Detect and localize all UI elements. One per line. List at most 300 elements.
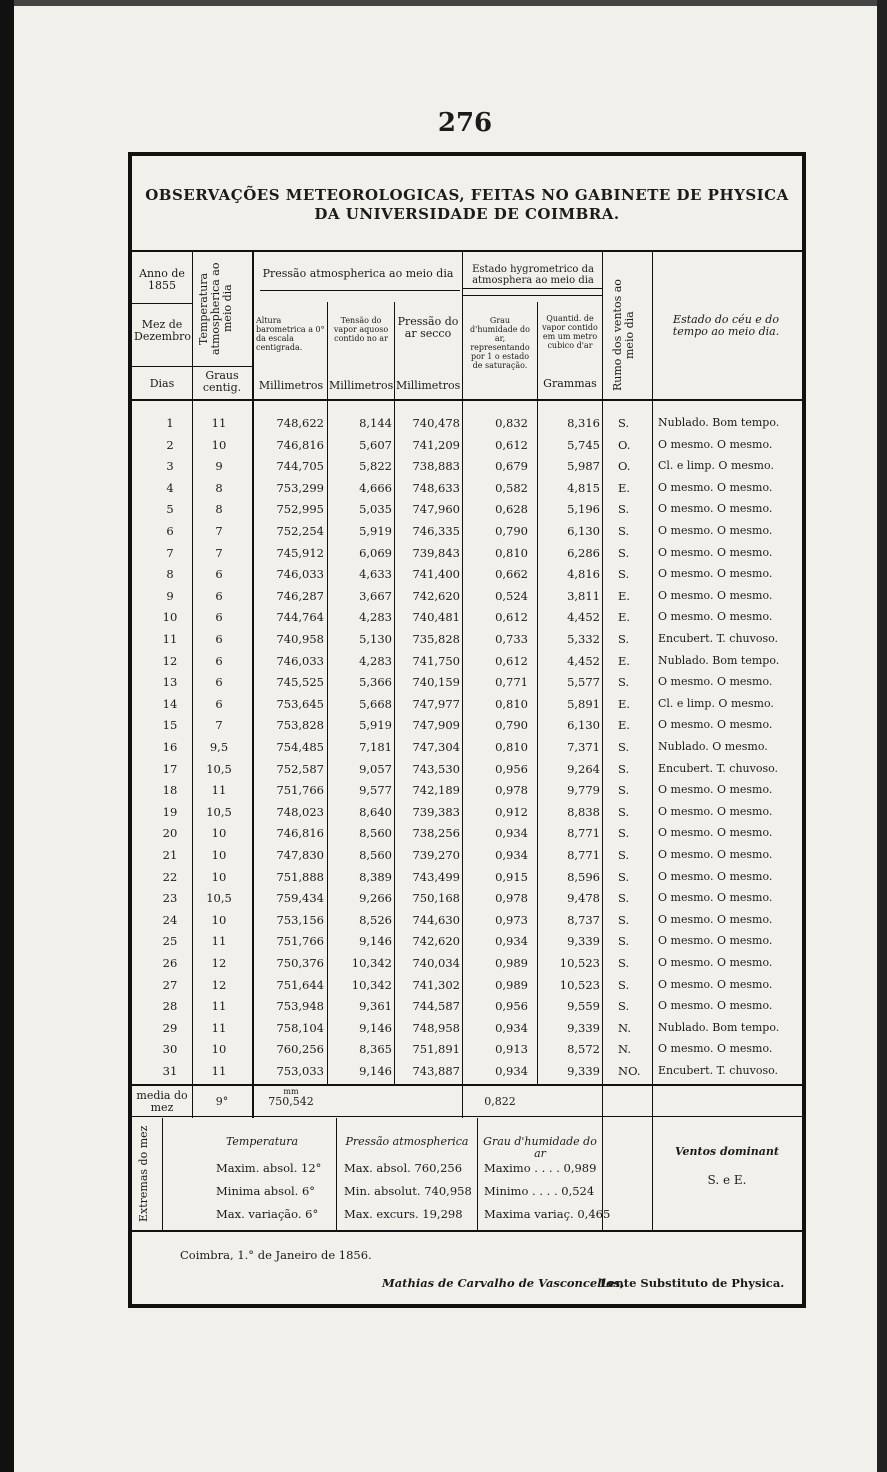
cell-gra: 0,915 <box>495 869 528 884</box>
cell-qua: 3,811 <box>567 588 600 603</box>
cell-qua: 9,339 <box>567 1064 600 1078</box>
cell-day: 26 <box>162 956 178 970</box>
cell-pre: 747,977 <box>412 696 460 711</box>
cell-alt: 750,376 <box>276 956 324 970</box>
cell-pre: 740,481 <box>412 610 460 625</box>
cell-alt: 754,485 <box>276 740 324 754</box>
cell-temp: 10,5 <box>206 891 232 906</box>
cell-ten: 8,144 <box>359 416 392 430</box>
cell-day: 25 <box>162 934 178 949</box>
extremas-t-var: Max. variação. 6° <box>216 1207 319 1221</box>
cell-wind: S. <box>618 804 630 819</box>
title-line-1: OBSERVAÇÕES METEOROLOGICAS, FEITAS NO GABINETE DE PHYSICA <box>145 186 789 204</box>
table-row <box>132 628 802 650</box>
extremas-h-max: Maximo . . . . 0,989 <box>484 1161 597 1175</box>
header-altura: Altura barometrica a 0° da escala centigrada. <box>256 316 325 352</box>
cell-wind: E. <box>618 718 631 733</box>
cell-qua: 9,478 <box>567 891 600 906</box>
header-estado-hygro: Estado hygrometrico da atmosphera ao meio dia <box>472 264 594 286</box>
cell-temp: 12 <box>211 956 227 970</box>
cell-sky: O mesmo. O mesmo. <box>658 999 773 1013</box>
cell-temp: 11 <box>211 1020 227 1035</box>
cell-pre: 739,383 <box>412 804 460 819</box>
scan-edge-right <box>877 0 887 1472</box>
cell-wind: S. <box>618 912 630 927</box>
cell-temp: 9 <box>215 459 223 474</box>
cell-alt: 746,816 <box>276 437 324 452</box>
header-anno: Anno de 1855 <box>139 267 185 292</box>
cell-qua: 6,286 <box>567 545 600 560</box>
cell-temp: 10 <box>211 437 227 452</box>
cell-ten: 10,342 <box>351 977 392 992</box>
table-row <box>132 1060 802 1082</box>
header-graus: Graus centig. <box>202 369 242 394</box>
cell-day: 1 <box>166 416 174 430</box>
cell-temp: 11 <box>211 416 227 430</box>
cell-temp: 10,5 <box>206 804 232 819</box>
cell-qua: 8,316 <box>567 416 600 430</box>
cell-day: 12 <box>162 653 178 668</box>
cell-alt: 751,766 <box>276 934 324 949</box>
footer-place-date: Coimbra, 1.° de Janeiro de 1856. <box>180 1248 372 1262</box>
cell-sky: O mesmo. O mesmo. <box>658 977 773 991</box>
cell-sky: O mesmo. O mesmo. <box>658 480 773 494</box>
cell-wind: O. <box>618 437 631 452</box>
cell-qua: 6,130 <box>567 718 600 733</box>
cell-alt: 748,622 <box>276 416 324 430</box>
rule-anno <box>132 303 192 304</box>
cell-alt: 753,156 <box>276 912 324 927</box>
cell-sky: O mesmo. O mesmo. <box>658 588 773 602</box>
cell-wind: S. <box>618 740 630 754</box>
cell-wind: S. <box>618 632 630 646</box>
cell-qua: 4,452 <box>567 653 600 668</box>
cell-temp: 7 <box>215 545 223 560</box>
cell-pre: 742,189 <box>412 783 460 798</box>
cell-sky: Nublado. Bom tempo. <box>658 416 780 429</box>
cell-day: 5 <box>166 502 174 517</box>
cell-day: 31 <box>162 1064 178 1078</box>
cell-temp: 10 <box>211 848 227 862</box>
cell-pre: 740,159 <box>412 675 460 690</box>
cell-gra: 0,679 <box>495 459 528 474</box>
table-row <box>132 693 802 715</box>
cell-qua: 4,815 <box>567 480 600 495</box>
cell-ten: 5,035 <box>359 502 392 517</box>
extremas-label: Extremas do mez <box>137 1125 150 1223</box>
cell-alt: 752,587 <box>276 761 324 776</box>
cell-sky: O mesmo. O mesmo. <box>658 675 773 689</box>
cell-temp: 9,5 <box>209 740 229 754</box>
cell-ten: 8,560 <box>359 826 392 841</box>
cell-ten: 5,919 <box>359 524 392 538</box>
cell-temp: 11 <box>211 1064 227 1078</box>
cell-qua: 8,838 <box>567 804 600 819</box>
cell-wind: S. <box>618 545 630 560</box>
cell-alt: 753,948 <box>276 999 324 1014</box>
header-tensao: Tensão do vapor aquoso contido no ar <box>333 316 389 343</box>
vrule-ext <box>162 1118 163 1230</box>
cell-qua: 9,264 <box>567 761 600 776</box>
cell-qua: 5,745 <box>567 437 600 452</box>
cell-wind: S. <box>618 524 630 538</box>
cell-gra: 0,934 <box>495 1064 528 1078</box>
header-millimetros-2: Millimetros <box>329 379 394 392</box>
cell-day: 6 <box>166 524 174 538</box>
table-row <box>132 585 802 607</box>
table-row <box>132 1017 802 1039</box>
cell-sky: O mesmo. O mesmo. <box>658 1042 773 1056</box>
cell-wind: E. <box>618 610 631 625</box>
cell-wind: S. <box>618 416 630 430</box>
cell-wind: S. <box>618 783 630 798</box>
cell-pre: 751,891 <box>412 1042 460 1057</box>
cell-gra: 0,628 <box>495 502 528 517</box>
cell-ten: 8,526 <box>359 912 392 927</box>
cell-ten: 6,069 <box>359 545 392 560</box>
cell-qua: 5,332 <box>567 632 600 646</box>
cell-gra: 0,790 <box>495 524 528 538</box>
cell-sky: Nublado. Bom tempo. <box>658 653 780 667</box>
cell-temp: 10,5 <box>206 761 232 776</box>
header-millimetros-1: Millimetros <box>258 379 324 392</box>
cell-ten: 5,919 <box>359 718 392 733</box>
cell-gra: 0,989 <box>495 977 528 992</box>
cell-ten: 10,342 <box>351 956 392 970</box>
vrule-ext-3 <box>477 1118 478 1230</box>
cell-alt: 760,256 <box>276 1042 324 1057</box>
cell-alt: 744,705 <box>276 459 324 474</box>
cell-pre: 741,400 <box>412 567 460 582</box>
cell-wind: S. <box>618 675 630 690</box>
cell-pre: 744,630 <box>412 912 460 927</box>
cell-pre: 747,304 <box>412 740 460 754</box>
cell-gra: 0,832 <box>495 416 528 430</box>
cell-pre: 743,499 <box>412 869 460 884</box>
scan-edge-left <box>0 0 14 1472</box>
cell-day: 10 <box>162 610 178 625</box>
cell-sky: O mesmo. O mesmo. <box>658 545 773 559</box>
cell-temp: 7 <box>215 524 223 538</box>
cell-sky: O mesmo. O mesmo. <box>658 804 773 818</box>
cell-ten: 8,389 <box>359 869 392 884</box>
cell-alt: 751,644 <box>276 977 324 992</box>
cell-gra: 0,978 <box>495 783 528 798</box>
cell-ten: 5,130 <box>359 632 392 646</box>
cell-gra: 0,934 <box>495 934 528 949</box>
cell-sky: O mesmo. O mesmo. <box>658 934 773 948</box>
table-row <box>132 1038 802 1060</box>
cell-wind: N. <box>618 1042 631 1057</box>
cell-alt: 746,287 <box>276 588 324 603</box>
rule-hygro <box>462 288 602 289</box>
cell-qua: 8,771 <box>567 826 600 841</box>
table-row <box>132 758 802 780</box>
cell-gra: 0,913 <box>495 1042 528 1057</box>
cell-day: 17 <box>162 761 178 776</box>
cell-day: 4 <box>166 480 174 495</box>
cell-temp: 10 <box>211 826 227 841</box>
cell-sky: O mesmo. O mesmo. <box>658 437 773 451</box>
cell-pre: 748,958 <box>412 1020 460 1035</box>
cell-temp: 11 <box>211 999 227 1014</box>
cell-qua: 9,339 <box>567 934 600 949</box>
media-temp: 9° <box>215 1095 229 1108</box>
cell-day: 27 <box>162 977 178 992</box>
footer-author: Mathias de Carvalho de Vasconcellos, <box>382 1276 625 1290</box>
header-estado-ceu: Estado do céu e do tempo ao meio dia. <box>672 313 780 338</box>
media-gra: 0,822 <box>484 1095 516 1108</box>
cell-alt: 758,104 <box>276 1020 324 1035</box>
cell-gra: 0,810 <box>495 545 528 560</box>
cell-qua: 5,577 <box>567 675 600 690</box>
cell-alt: 751,888 <box>276 869 324 884</box>
cell-temp: 6 <box>215 675 223 690</box>
cell-sky: Cl. e limp. O mesmo. <box>658 696 774 710</box>
cell-pre: 740,034 <box>412 956 460 970</box>
cell-gra: 0,956 <box>495 999 528 1014</box>
cell-qua: 4,816 <box>567 567 600 582</box>
cell-day: 14 <box>162 696 178 711</box>
cell-day: 29 <box>162 1020 178 1035</box>
cell-temp: 6 <box>215 588 223 603</box>
cell-alt: 746,033 <box>276 653 324 668</box>
cell-pre: 743,887 <box>412 1064 460 1078</box>
cell-ten: 7,181 <box>359 740 392 754</box>
cell-qua: 5,987 <box>567 459 600 474</box>
header-rumo: Rumo dos ventos ao meio dia <box>611 279 636 391</box>
cell-day: 15 <box>162 718 178 733</box>
cell-alt: 753,645 <box>276 696 324 711</box>
cell-gra: 0,524 <box>495 588 528 603</box>
cell-wind: S. <box>618 502 630 517</box>
cell-sky: Encubert. T. chuvoso. <box>658 761 779 775</box>
header-quantidade: Quantid. de vapor contido em um metro cubico d'ar <box>542 314 598 350</box>
table-row <box>132 822 802 844</box>
cell-wind: S. <box>618 826 630 841</box>
cell-sky: O mesmo. O mesmo. <box>658 567 773 581</box>
cell-alt: 751,766 <box>276 783 324 798</box>
table-row <box>132 887 802 909</box>
cell-wind: E. <box>618 653 631 668</box>
cell-temp: 10 <box>211 1042 227 1057</box>
cell-gra: 0,810 <box>495 740 528 754</box>
cell-alt: 753,033 <box>276 1064 324 1078</box>
cell-temp: 10 <box>211 869 227 884</box>
cell-ten: 9,266 <box>359 891 392 906</box>
cell-day: 7 <box>166 545 174 560</box>
cell-pre: 748,633 <box>412 480 460 495</box>
cell-alt: 745,912 <box>276 545 324 560</box>
header-grau-humidade: Grau d'humidade do ar, representando por 1 o estado de saturação. <box>470 316 530 370</box>
cell-ten: 3,667 <box>359 588 392 603</box>
cell-gra: 0,989 <box>495 956 528 970</box>
table-row <box>132 650 802 672</box>
cell-pre: 739,843 <box>412 545 460 560</box>
cell-temp: 8 <box>215 480 223 495</box>
cell-gra: 0,934 <box>495 826 528 841</box>
cell-qua: 4,452 <box>567 610 600 625</box>
table-row <box>132 779 802 801</box>
cell-qua: 8,771 <box>567 848 600 862</box>
table-row <box>132 736 802 758</box>
cell-day: 8 <box>166 567 174 582</box>
cell-gra: 0,733 <box>495 632 528 646</box>
extremas-p-var: Max. excurs. 19,298 <box>344 1207 463 1221</box>
cell-ten: 4,666 <box>359 480 392 495</box>
cell-ten: 8,560 <box>359 848 392 862</box>
cell-pre: 741,209 <box>412 437 460 452</box>
cell-sky: O mesmo. O mesmo. <box>658 610 773 624</box>
table-row <box>132 455 802 477</box>
header-dias: Dias <box>149 377 175 390</box>
cell-day: 2 <box>166 437 174 452</box>
cell-ten: 9,057 <box>359 761 392 776</box>
extremas-ventos-head: Ventos dominant <box>674 1145 779 1158</box>
cell-day: 16 <box>162 740 178 754</box>
footer-role: Lente Substituto de Physica. <box>600 1276 785 1290</box>
cell-wind: S. <box>618 869 630 884</box>
table-row <box>132 909 802 931</box>
cell-temp: 10 <box>211 912 227 927</box>
table-row <box>132 995 802 1017</box>
cell-ten: 4,283 <box>359 610 392 625</box>
cell-pre: 743,530 <box>412 761 460 776</box>
cell-day: 11 <box>162 632 178 646</box>
cell-pre: 739,270 <box>412 848 460 862</box>
cell-sky: O mesmo. O mesmo. <box>658 524 773 537</box>
cell-day: 13 <box>162 675 178 690</box>
cell-ten: 5,366 <box>359 675 392 690</box>
title-line-2: DA UNIVERSIDADE DE COIMBRA. <box>314 205 620 223</box>
cell-pre: 750,168 <box>412 891 460 906</box>
cell-gra: 0,790 <box>495 718 528 733</box>
cell-alt: 753,299 <box>276 480 324 495</box>
cell-alt: 745,525 <box>276 675 324 690</box>
cell-sky: Encubert. T. chuvoso. <box>658 632 779 645</box>
cell-wind: S. <box>618 999 630 1014</box>
cell-sky: O mesmo. O mesmo. <box>658 891 773 905</box>
cell-pre: 735,828 <box>412 632 460 646</box>
rule-hygro-2 <box>462 295 602 296</box>
cell-wind: E. <box>618 480 631 495</box>
cell-ten: 8,640 <box>359 804 392 819</box>
cell-day: 23 <box>162 891 178 906</box>
table-row <box>132 520 802 542</box>
cell-day: 30 <box>162 1042 178 1057</box>
cell-sky: O mesmo. O mesmo. <box>658 956 773 969</box>
header-millimetros-3: Millimetros <box>396 379 461 392</box>
cell-wind: S. <box>618 848 630 862</box>
extremas-t-max: Maxim. absol. 12° <box>216 1161 322 1175</box>
cell-gra: 0,973 <box>495 912 528 927</box>
cell-day: 21 <box>162 848 178 862</box>
table-row <box>132 952 802 974</box>
cell-ten: 5,822 <box>359 459 392 474</box>
cell-qua: 8,737 <box>567 912 600 927</box>
cell-ten: 9,146 <box>359 1064 392 1078</box>
cell-qua: 10,523 <box>559 956 600 970</box>
cell-qua: 8,596 <box>567 869 600 884</box>
cell-gra: 0,912 <box>495 804 528 819</box>
table-row <box>132 930 802 952</box>
cell-sky: Nublado. O mesmo. <box>658 740 768 753</box>
extremas-p-max: Max. absol. 760,256 <box>344 1161 463 1175</box>
cell-wind: N. <box>618 1020 631 1035</box>
cell-wind: NO. <box>618 1064 641 1078</box>
cell-day: 28 <box>162 999 178 1014</box>
table-row <box>132 714 802 736</box>
cell-wind: O. <box>618 459 631 474</box>
extremas-h-min: Minimo . . . . 0,524 <box>484 1184 595 1198</box>
cell-wind: S. <box>618 567 630 582</box>
table-row <box>132 412 802 434</box>
cell-temp: 12 <box>211 977 227 992</box>
cell-pre: 742,620 <box>412 588 460 603</box>
table-row <box>132 498 802 520</box>
table-row <box>132 434 802 456</box>
cell-gra: 0,934 <box>495 848 528 862</box>
cell-temp: 6 <box>215 653 223 668</box>
cell-pre: 741,750 <box>412 653 460 668</box>
cell-qua: 5,196 <box>567 502 600 517</box>
cell-gra: 0,978 <box>495 891 528 906</box>
cell-ten: 9,146 <box>359 934 392 949</box>
rule-media-bottom <box>132 1116 802 1117</box>
cell-pre: 738,883 <box>412 459 460 474</box>
cell-wind: S. <box>618 956 630 970</box>
cell-sky: O mesmo. O mesmo. <box>658 502 773 516</box>
cell-sky: Nublado. Bom tempo. <box>658 1020 780 1034</box>
extremas-t-min: Minima absol. 6° <box>216 1184 316 1198</box>
extremas-ventos: S. e E. <box>707 1173 747 1187</box>
header-temperatura: Temperatura atmospherica ao meio dia <box>197 262 234 355</box>
table-row <box>132 866 802 888</box>
cell-wind: E. <box>618 696 631 711</box>
extremas-humidade-head: Grau d'humidade do ar <box>483 1135 597 1160</box>
cell-sky: O mesmo. O mesmo. <box>658 869 773 883</box>
header-grammas: Grammas <box>543 377 597 390</box>
cell-ten: 9,361 <box>359 999 392 1014</box>
media-alt: 750,542 <box>268 1095 314 1108</box>
cell-wind: S. <box>618 977 630 992</box>
cell-qua: 9,559 <box>567 999 600 1014</box>
header-pressao: Pressão atmospherica ao meio dia <box>262 267 454 280</box>
extremas-h-var: Maxima variaç. 0,465 <box>484 1207 611 1221</box>
page-number: 276 <box>437 108 493 138</box>
cell-day: 18 <box>162 783 178 798</box>
cell-pre: 747,960 <box>412 502 460 517</box>
cell-qua: 8,572 <box>567 1042 600 1057</box>
cell-gra: 0,771 <box>495 675 528 690</box>
table-row <box>132 542 802 564</box>
data-rows <box>132 412 802 1082</box>
cell-gra: 0,612 <box>495 653 528 668</box>
cell-alt: 740,958 <box>276 632 324 646</box>
cell-alt: 746,816 <box>276 826 324 841</box>
cell-alt: 744,764 <box>276 610 324 625</box>
cell-alt: 753,828 <box>276 718 324 733</box>
cell-qua: 7,371 <box>567 740 600 754</box>
table-row <box>132 477 802 499</box>
cell-pre: 746,335 <box>412 524 460 538</box>
cell-day: 22 <box>162 869 178 884</box>
cell-gra: 0,934 <box>495 1020 528 1035</box>
cell-ten: 9,146 <box>359 1020 392 1035</box>
table-row <box>132 671 802 693</box>
rule-temp <box>192 366 252 367</box>
cell-sky: O mesmo. O mesmo. <box>658 912 773 926</box>
